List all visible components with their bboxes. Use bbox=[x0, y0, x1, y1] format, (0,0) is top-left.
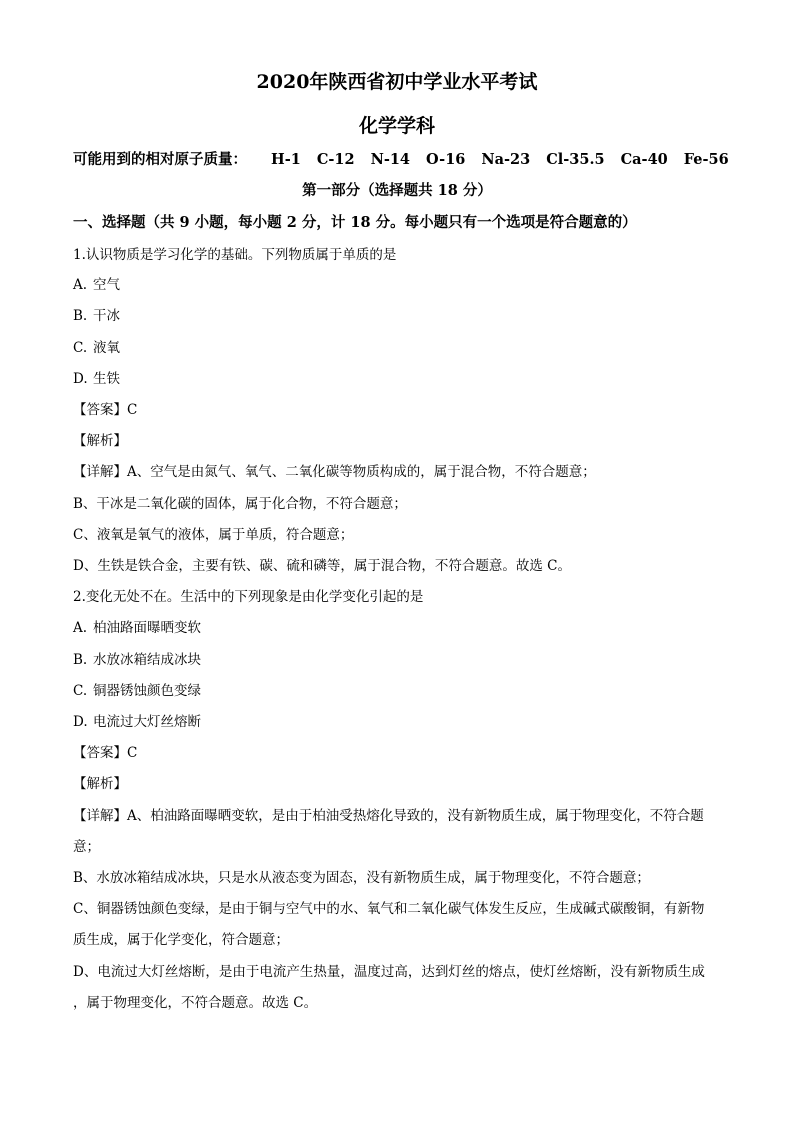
question-1-answer bbox=[73, 400, 137, 420]
answer-label: 【答案】 bbox=[73, 745, 127, 761]
question-2-stem: 2.变化无处不在。生活中的下列现象是由化学变化引起的是 bbox=[73, 589, 424, 605]
detail-label: 【详解】 bbox=[73, 808, 127, 824]
question-1-option-d bbox=[73, 369, 120, 389]
option-letter: C. bbox=[73, 340, 88, 356]
question-2-detail-line: 质生成，属于化学变化，符合题意； bbox=[73, 932, 289, 948]
question-2-analysis-label: 【解析】 bbox=[73, 776, 127, 792]
question-2-option-b bbox=[73, 650, 201, 670]
answer-value: C bbox=[127, 745, 138, 761]
atomic-mass-label: 可能用到的相对原子质量： bbox=[73, 151, 247, 168]
question-2-detail-line: D、电流过大灯丝熔断，是由于电流产生热量，温度过高，达到灯丝的熔点，使灯丝熔断，没有新物质生成 bbox=[73, 964, 705, 980]
option-text: 柏油路面曝晒变软 bbox=[93, 620, 201, 636]
option-letter: B. bbox=[73, 308, 88, 324]
element-mass: N-14 bbox=[370, 151, 411, 168]
option-text: 干冰 bbox=[93, 308, 120, 324]
detail-text: A、空气是由氮气、氧气、二氧化碳等物质构成的，属于混合物，不符合题意； bbox=[127, 464, 596, 480]
element-mass: Fe-56 bbox=[683, 151, 729, 168]
question-1-option-c bbox=[73, 338, 120, 358]
element-mass: C-12 bbox=[316, 151, 355, 168]
question-2-detail-line: C、铜器锈蚀颜色变绿，是由于铜与空气中的水、氧气和二氧化碳气体发生反应，生成碱式碳酸铜，有新物 bbox=[73, 901, 705, 917]
question-2-option-a bbox=[73, 618, 201, 638]
option-text: 电流过大灯丝熔断 bbox=[93, 714, 201, 730]
question-2-detail-line: B、水放冰箱结成冰块，只是水从液态变为固态，没有新物质生成，属于物理变化，不符合题意； bbox=[73, 870, 650, 886]
element-mass: Ca-40 bbox=[620, 151, 668, 168]
question-1-detail-line: D、生铁是铁合金，主要有铁、碳、硫和磷等，属于混合物，不符合题意。故选 C。 bbox=[73, 558, 571, 574]
option-text: 生铁 bbox=[93, 371, 120, 387]
question-1-detail-line bbox=[73, 462, 596, 482]
question-1-option-a bbox=[73, 275, 120, 295]
element-mass: O-16 bbox=[426, 151, 466, 168]
option-letter: A. bbox=[73, 277, 88, 293]
element-mass: Cl-35.5 bbox=[546, 151, 605, 168]
question-2-detail-line: ，属于物理变化，不符合题意。故选 C。 bbox=[73, 995, 318, 1011]
question-2-option-c bbox=[73, 681, 201, 701]
answer-label: 【答案】 bbox=[73, 402, 127, 418]
part-one-heading: 第一部分（选择题共 18 分） bbox=[302, 182, 492, 199]
detail-label: 【详解】 bbox=[73, 464, 127, 480]
question-1-detail-line: C、液氧是氧气的液体，属于单质，符合题意； bbox=[73, 527, 354, 543]
answer-value: C bbox=[127, 402, 138, 418]
element-mass: H-1 bbox=[271, 151, 301, 168]
question-1-stem: 1.认识物质是学习化学的基础。下列物质属于单质的是 bbox=[73, 247, 397, 263]
exam-subject: 化学学科 bbox=[358, 115, 435, 137]
option-letter: B. bbox=[73, 652, 88, 668]
question-2-detail-line: 意； bbox=[73, 839, 100, 855]
option-text: 铜器锈蚀颜色变绿 bbox=[93, 683, 201, 699]
section-heading: 一、选择题（共 9 小题，每小题 2 分，计 18 分。每小题只有一个选项是符合题意的） bbox=[73, 214, 637, 231]
detail-text: A、柏油路面曝晒变软，是由于柏油受热熔化导致的，没有新物质生成，属于物理变化，不符合题 bbox=[127, 808, 704, 824]
question-1-option-b bbox=[73, 306, 120, 326]
element-mass: Na-23 bbox=[481, 151, 531, 168]
question-2-detail-line bbox=[73, 806, 704, 826]
question-1-analysis-label: 【解析】 bbox=[73, 433, 127, 449]
option-text: 水放冰箱结成冰块 bbox=[93, 652, 201, 668]
exam-title: 2020年陕西省初中学业水平考试 bbox=[256, 71, 538, 93]
question-2-answer bbox=[73, 743, 137, 763]
option-text: 空气 bbox=[93, 277, 120, 293]
question-1-detail-line: B、干冰是二氧化碳的固体，属于化合物，不符合题意； bbox=[73, 496, 407, 512]
atomic-mass-line bbox=[73, 150, 729, 170]
option-letter: D. bbox=[73, 371, 88, 387]
option-letter: A. bbox=[73, 620, 88, 636]
option-letter: D. bbox=[73, 714, 88, 730]
option-letter: C. bbox=[73, 683, 88, 699]
question-2-option-d bbox=[73, 712, 201, 732]
option-text: 液氧 bbox=[93, 340, 120, 356]
